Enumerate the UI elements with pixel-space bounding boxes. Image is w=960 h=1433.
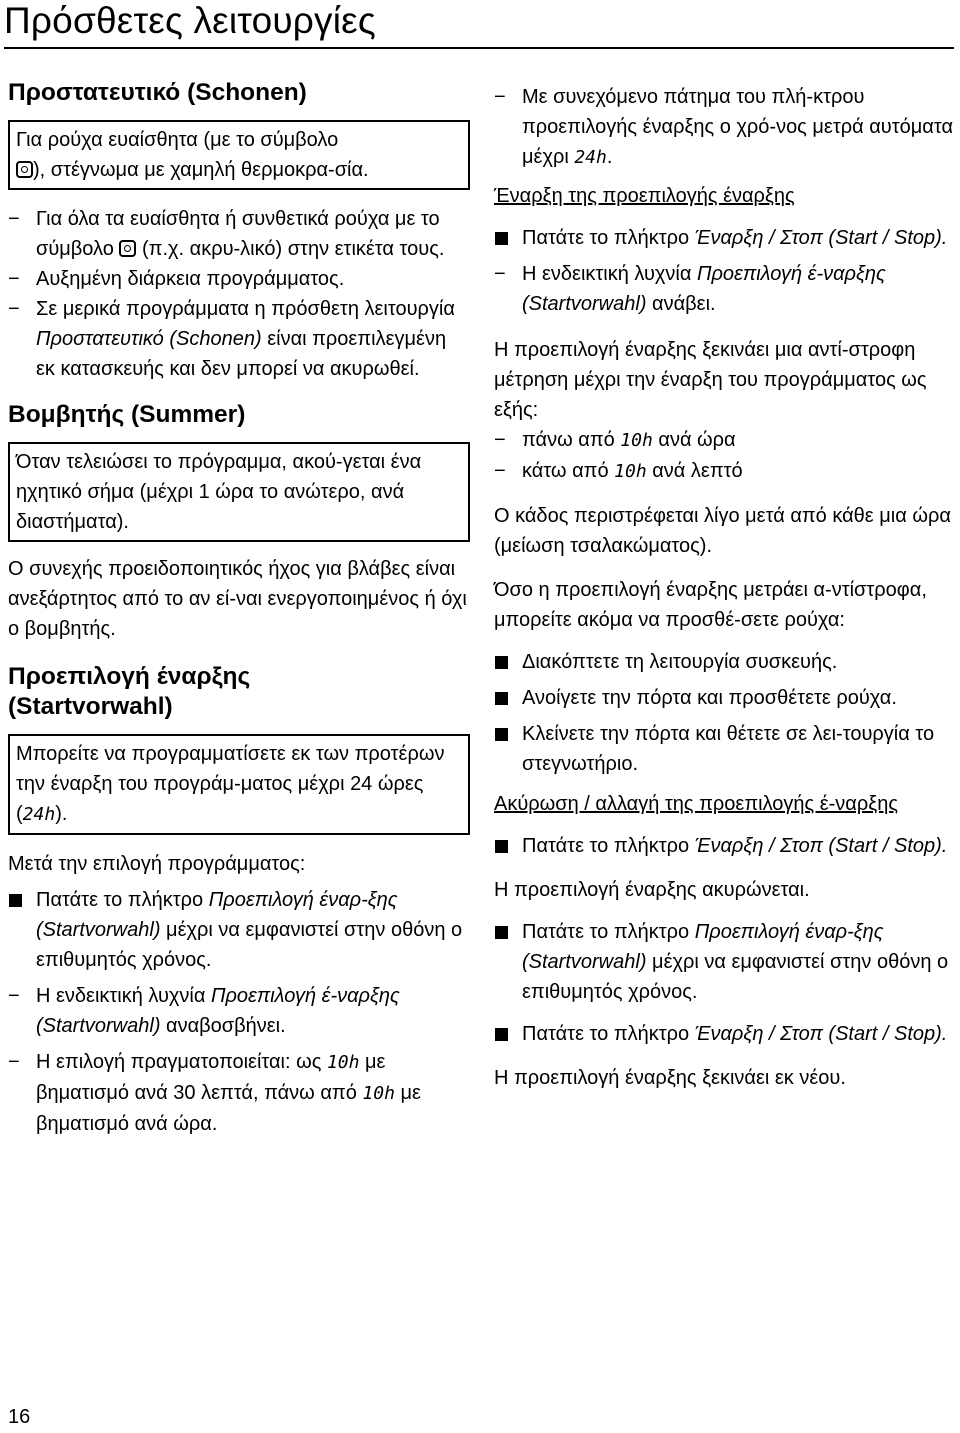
startvorwahl-heading-2: (Startvorwahl)	[8, 693, 173, 720]
r-bullet-2: Διακόπτετε τη λειτουργία συσκευής.	[522, 651, 838, 673]
r-dash-3b: ανά λεπτό	[652, 460, 743, 482]
r-bullet-7a: Πατάτε το πλήκτρο	[522, 1023, 690, 1045]
display-value: 24h	[574, 147, 607, 168]
schonen-dash-1b: (π.χ. ακρυ-λικό) στην ετικέτα τους.	[142, 238, 445, 260]
schonen-box-text-a: Για ρούχα ευαίσθητα (με το σύμβολο	[16, 129, 339, 151]
summer-info-box: Όταν τελειώσει το πρόγραμμα, ακού-γεται ένα ηχητικό σήμα (μέχρι 1 ώρα το ανώτερο, ανά διαστήματα).	[8, 442, 470, 542]
sv-dash-2a: Η επιλογή πραγματοποιείται: ως	[36, 1051, 322, 1073]
after-selection-text: Μετά την επιλογή προγράμματος:	[8, 853, 306, 875]
list-item	[494, 1019, 954, 1049]
display-value: 10h	[362, 1083, 395, 1104]
list-item	[494, 683, 954, 713]
startvorwahl-box-b: ).	[55, 803, 68, 825]
display-value: 10h	[620, 430, 653, 451]
list-item	[8, 885, 470, 975]
r-bullet-6a: Πατάτε το πλήκτρο	[522, 921, 690, 943]
display-value: 24h	[22, 804, 56, 825]
r-dash-0b: .	[606, 146, 613, 168]
schonen-dash-3a: Σε μερικά προγράμματα η πρόσθετη λειτουργία	[36, 298, 455, 320]
startvorwahl-box-a: Μπορείτε να προγραμματίσετε εκ των προτέρων την έναρξη του προγράμ-ματος μέχρι 24 ώρες (	[16, 743, 445, 825]
schonen-box-text-b: ), στέγνωμα με χαμηλή θερμοκρα-σία.	[33, 159, 369, 181]
delicate-symbol-icon	[119, 240, 136, 257]
countdown-paragraph: Η προεπιλογή έναρξης ξεκινάει μια αντί-στροφη μέτρηση μέχρι την έναρξη του προγράμματος ως εξής:	[494, 339, 927, 421]
list-item	[494, 82, 954, 173]
list-item	[494, 456, 954, 487]
schonen-dash-2: Αυξημένη διάρκεια προγράμματος.	[36, 268, 345, 290]
sv-dash-1em: Προεπιλογή έ-ναρξης (Startvorwahl)	[36, 985, 400, 1037]
r-bullet-4: Κλείνετε την πόρτα και θέτετε σε λει-τουργία το στεγνωτήριο.	[522, 723, 935, 775]
list-item	[8, 204, 470, 264]
schonen-dash-3em: Προστατευτικό (Schonen)	[36, 328, 262, 350]
delicate-symbol-icon	[16, 161, 33, 178]
sv-dash-1a: Η ενδεικτική λυχνία	[36, 985, 206, 1007]
r-bullet-1em: Έναρξη / Στοπ (Start / Stop).	[694, 227, 948, 249]
list-item	[8, 294, 470, 384]
cancelled-paragraph: Η προεπιλογή έναρξης ακυρώνεται.	[494, 879, 810, 901]
list-item	[494, 425, 954, 456]
r-dash-2b: ανά ώρα	[658, 429, 736, 451]
r-bullet-6b: μέχρι να εμφανιστεί στην οθόνη ο επιθυμητός χρόνος.	[522, 951, 949, 1003]
display-value: 10h	[326, 1052, 360, 1073]
r-dash-3a: κάτω από	[522, 460, 609, 482]
sv-dash-1b: αναβοσβήνει.	[166, 1015, 286, 1037]
r-dash-2a: πάνω από	[522, 429, 615, 451]
startvorwahl-heading-1: Προεπιλογή έναρξης	[8, 663, 251, 690]
add-laundry-paragraph: Όσο η προεπιλογή έναρξης μετράει α-ντίστροφα, μπορείτε ακόμα να προσθέ-σετε ρούχα:	[494, 579, 927, 631]
list-item	[494, 223, 954, 253]
startvorwahl-info-box	[8, 734, 470, 835]
schonen-dash-3b: είναι προεπιλεγμένη εκ κατασκευής και δεν μπορεί να ακυρωθεί.	[36, 328, 447, 380]
r-dash-1b: ανάβει.	[652, 293, 716, 315]
sv-dash-2c: με βηματισμό ανά ώρα.	[36, 1082, 421, 1135]
left-column	[8, 76, 470, 1139]
list-item	[8, 1047, 470, 1139]
schonen-dash-1a: Για όλα τα ευαίσθητα ή συνθετικά ρούχα με το σύμβολο	[36, 208, 440, 260]
list-item	[494, 831, 954, 861]
page-number: 16	[8, 1406, 31, 1428]
drum-rotation-paragraph: Ο κάδος περιστρέφεται λίγο μετά από κάθε μια ώρα (μείωση τσαλακώματος).	[494, 505, 951, 557]
r-dash-1em: Προεπιλογή έ-ναρξης (Startvorwahl)	[522, 263, 886, 315]
restart-paragraph: Η προεπιλογή έναρξης ξεκινάει εκ νέου.	[494, 1067, 846, 1089]
r-bullet-6em: Προεπιλογή έναρ-ξης (Startvorwahl)	[522, 921, 884, 973]
list-item	[494, 719, 954, 779]
schonen-info-box	[8, 120, 470, 190]
r-dash-0a: Με συνεχόμενο πάτημα του πλή-κτρου προεπιλογής έναρξης ο χρό-νος μετρά αυτόματα μέχρι	[522, 86, 954, 168]
sv-bullet-1a: Πατάτε το πλήκτρο	[36, 889, 204, 911]
r-bullet-5em: Έναρξη / Στοπ (Start / Stop).	[694, 835, 948, 857]
cancel-change-subheading: Ακύρωση / αλλαγή της προεπιλογής έ-ναρξης	[494, 793, 898, 815]
display-value: 10h	[614, 461, 647, 482]
title-divider	[4, 47, 954, 49]
schonen-heading: Προστατευτικό (Schonen)	[8, 79, 307, 106]
sv-bullet-1em: Προεπιλογή έναρ-ξης (Startvorwahl)	[36, 889, 398, 941]
page-title: Πρόσθετες λειτουργίες	[4, 0, 376, 41]
sv-bullet-1b: μέχρι να εμφανιστεί στην οθόνη ο επιθυμητός χρόνος.	[36, 919, 463, 971]
start-preselection-subheading: Έναρξη της προεπιλογής έναρξης	[494, 185, 795, 207]
r-bullet-7em: Έναρξη / Στοπ (Start / Stop).	[694, 1023, 948, 1045]
summer-heading: Βομβητής (Summer)	[8, 401, 246, 428]
list-item	[494, 647, 954, 677]
r-dash-1a: Η ενδεικτική λυχνία	[522, 263, 692, 285]
list-item	[8, 981, 470, 1041]
r-bullet-3: Ανοίγετε την πόρτα και προσθέτετε ρούχα.	[522, 687, 897, 709]
summer-paragraph: Ο συνεχής προειδοποιητικός ήχος για βλάβες είναι ανεξάρτητος από το αν εί-ναι ενεργοποιημένος ή όχι ο βομβητής.	[8, 558, 467, 640]
sv-dash-2b: με βηματισμό ανά 30 λεπτά, πάνω από	[36, 1051, 386, 1104]
r-bullet-1a: Πατάτε το πλήκτρο	[522, 227, 690, 249]
right-column	[494, 82, 954, 1093]
list-item	[494, 259, 954, 319]
r-bullet-5a: Πατάτε το πλήκτρο	[522, 835, 690, 857]
list-item	[494, 917, 954, 1007]
list-item	[8, 264, 470, 294]
